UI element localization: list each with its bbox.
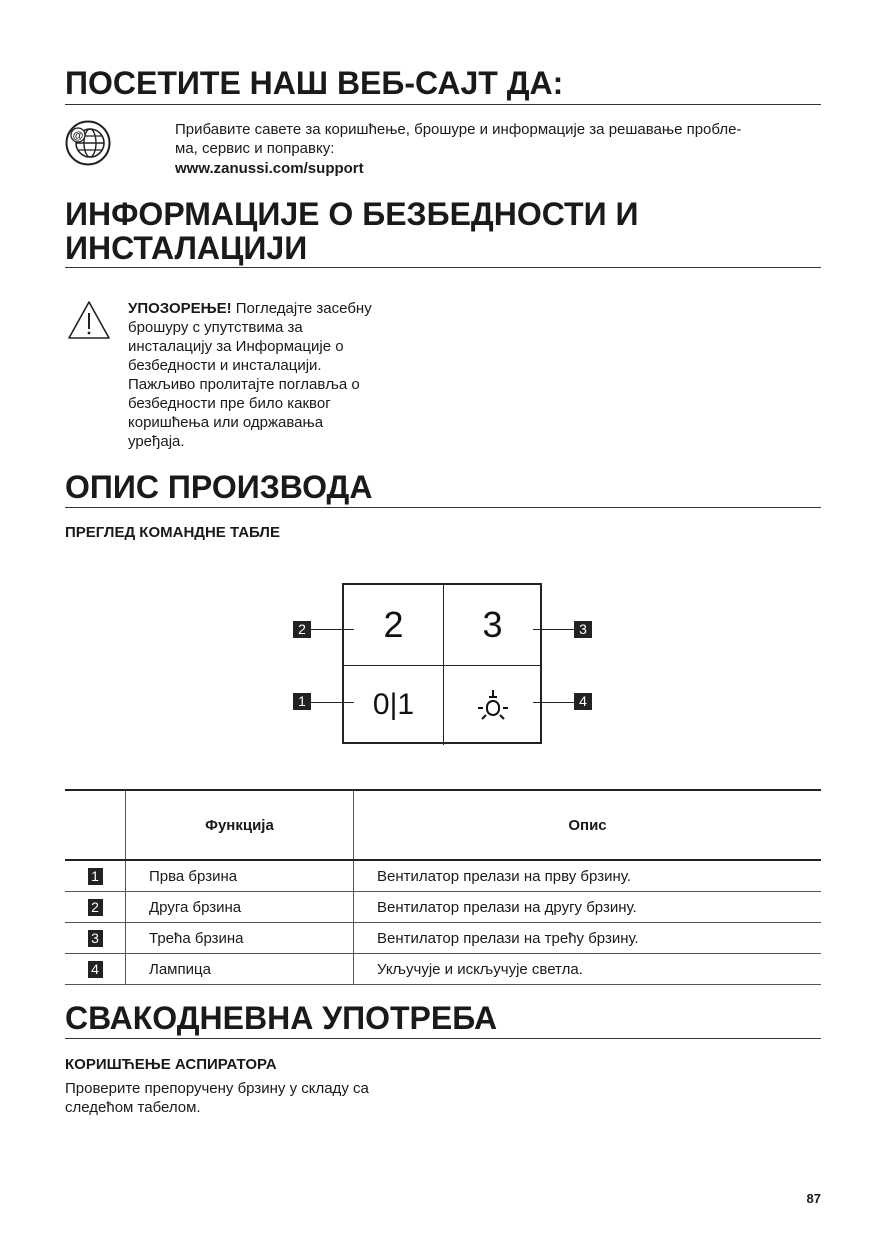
warning-line: Погледајте засебну [235, 300, 372, 317]
row-num-badge: 3 [88, 930, 103, 947]
row-function: Прва брзина [126, 860, 354, 892]
row-description: Вентилатор прелази на другу брзину. [354, 892, 822, 923]
speed-3-button[interactable] [443, 585, 542, 666]
row-function: Лампица [126, 954, 354, 985]
light-button[interactable] [443, 665, 542, 745]
warning-line: уређаја. [128, 433, 185, 450]
table-row [65, 954, 821, 985]
warning-label: УПОЗОРЕЊЕ! [128, 300, 232, 317]
visit-text [175, 120, 815, 158]
svg-text:@: @ [72, 130, 84, 142]
section-rule [65, 267, 821, 268]
row-description: Укључује и искључује светла. [354, 954, 822, 985]
warning-line: коришћења или одржавања [128, 414, 324, 431]
callout-3: 3 [574, 621, 592, 638]
daily-text [65, 1079, 369, 1117]
header-function: Функција [126, 790, 354, 860]
callout-line [311, 629, 354, 630]
warning-line: инсталацију за Информације о [128, 338, 344, 355]
safety-title-line: ИНСТАЛАЦИЈИ [65, 230, 308, 266]
callout-1: 1 [293, 693, 311, 710]
speed-2-button[interactable] [344, 585, 444, 666]
callout-2: 2 [293, 621, 311, 638]
warning-line: брошуру с упутствима за [128, 319, 303, 336]
section-rule [65, 104, 821, 105]
row-description: Вентилатор прелази на трећу брзину. [354, 923, 822, 954]
warning-triangle-icon [67, 300, 111, 340]
safety-title [65, 197, 638, 265]
table-row [65, 923, 821, 954]
callout-line [311, 702, 354, 703]
row-num-badge: 2 [88, 899, 103, 916]
callout-line [533, 629, 574, 630]
section-rule [65, 507, 821, 508]
header-num [65, 790, 126, 860]
row-function: Трећа брзина [126, 923, 354, 954]
row-num-badge: 1 [88, 868, 103, 885]
warning-line: безбедности и инсталацији. [128, 357, 322, 374]
panel-subtitle: ПРЕГЛЕД КОМАНДНЕ ТАБЛЕ [65, 524, 280, 541]
visit-text-line: ма, сервис и поправку: [175, 140, 335, 157]
visit-text-line: Прибавите савете за коришћење, брошуре и информације за решавање пробле- [175, 121, 742, 138]
on-off-label: 0|1 [372, 688, 415, 721]
daily-subtitle: КОРИШЋЕЊЕ АСПИРАТОРА [65, 1056, 277, 1073]
speed-3-label: 3 [482, 604, 503, 645]
table-header-row [65, 790, 821, 860]
visit-title: ПОСЕТИТЕ НАШ ВЕБ-САЈТ ДА: [65, 65, 564, 101]
globe-at-icon [65, 120, 111, 166]
row-num-badge: 4 [88, 961, 103, 978]
daily-title: СВАКОДНЕВНА УПОТРЕБА [65, 1000, 498, 1036]
row-function: Друга брзина [126, 892, 354, 923]
on-off-button[interactable] [344, 665, 444, 745]
row-num-cell [65, 892, 126, 923]
control-panel [342, 583, 542, 744]
row-num-cell [65, 860, 126, 892]
speed-2-label: 2 [383, 604, 404, 645]
support-link[interactable]: www.zanussi.com/support [175, 160, 364, 177]
row-num-cell [65, 954, 126, 985]
page-number: 87 [806, 1191, 821, 1206]
warning-line: Пажљиво пролитајте поглавља о [128, 376, 360, 393]
section-rule [65, 1038, 821, 1039]
safety-title-line: ИНФОРМАЦИЈЕ О БЕЗБЕДНОСТИ И [65, 196, 639, 232]
row-num-cell [65, 923, 126, 954]
lamp-icon [474, 688, 512, 722]
daily-text-line: Проверите препоручену брзину у складу са [65, 1080, 369, 1097]
callout-line [533, 702, 574, 703]
table-row [65, 892, 821, 923]
warning-line: безбедности пре било каквог [128, 395, 331, 412]
table-row [65, 860, 821, 892]
callout-4: 4 [574, 693, 592, 710]
function-table [65, 789, 821, 985]
warning-block [128, 299, 428, 451]
header-description: Опис [354, 790, 822, 860]
product-title: ОПИС ПРОИЗВОДА [65, 469, 373, 505]
row-description: Вентилатор прелази на прву брзину. [354, 860, 822, 892]
daily-text-line: следећом табелом. [65, 1099, 201, 1116]
